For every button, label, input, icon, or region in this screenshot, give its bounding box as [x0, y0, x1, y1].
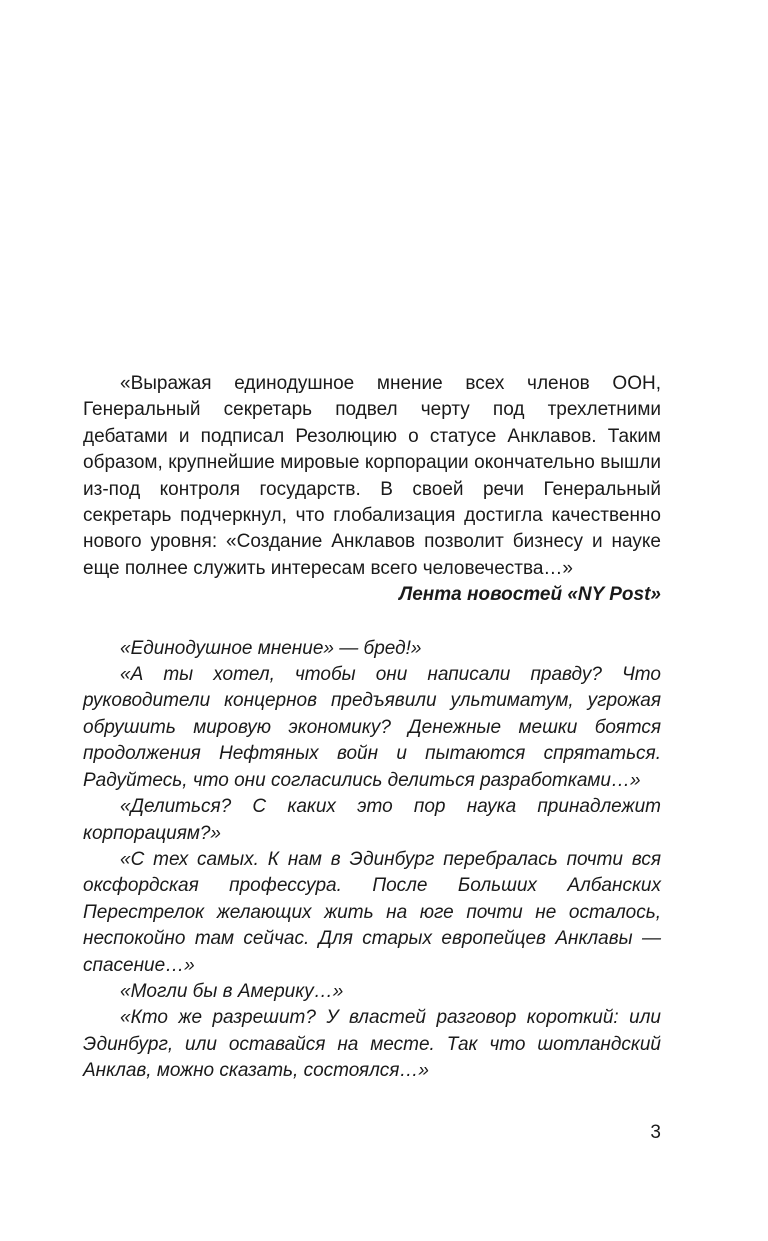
page-body	[83, 371, 661, 1085]
page-number: 3	[650, 1122, 661, 1143]
dialogue-line: «Делиться? С каких это пор наука принадлежит корпорациям?»	[83, 796, 661, 844]
epigraph-source: Лента новостей «NY Post»	[399, 584, 661, 606]
dialogue-line: «Кто же разрешит? У властей разговор короткий: или Эдинбург, или оставайся на месте. Так что шотландский Анклав, можно сказать, состоялся…»	[83, 1007, 661, 1082]
dialogue-line: «Могли бы в Америку…»	[120, 980, 344, 1002]
dialogue-line: «Единодушное мнение» — бред!»	[120, 637, 422, 659]
dialogue-line: «С тех самых. К нам в Эдинбург перебралась почти вся оксфордская профессура. После Больших Албанских Перестрелок желающих жить на юге почти не осталось, неспокойно там сейчас. Для старых европейцев Анклавы — спасение…»	[83, 848, 661, 976]
epigraph-paragraph: «Выражая единодушное мнение всех членов ООН, Генеральный секретарь подвел черту под трехлетними дебатами и подписал Резолюцию о статусе Анклавов. Таким образом, крупнейшие мировые корпорации окончательно вышли из-под контроля государств. В своей речи Генеральный секретарь подчеркнул, что глобализация достигла качественно нового уровня: «Создание Анклавов позволит бизнесу и науке еще полнее служить интересам всего человечества…»	[83, 373, 661, 579]
dialogue-line: «А ты хотел, чтобы они написали правду? Что руководители концернов предъявили ультиматум, угрожая обрушить мировую экономику? Денежные мешки боятся продолжения Нефтяных войн и пытаются спрятаться. Радуйтесь, что они согласились делиться разработками…»	[83, 664, 661, 791]
section-spacer	[83, 609, 661, 636]
